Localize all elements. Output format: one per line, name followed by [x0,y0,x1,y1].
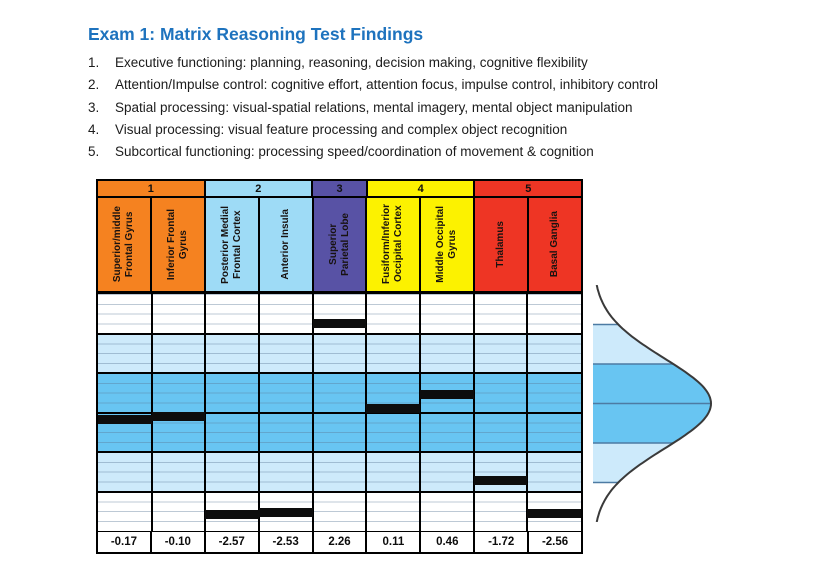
group-number-cell: 1 [98,181,206,196]
finding-text: Spatial processing: visual-spatial relations, mental imagery, mental object manipulation [115,99,633,115]
score-value: -2.56 [541,536,569,548]
finding-number: 2. [88,77,100,93]
score-value: -1.72 [475,532,529,552]
column-separator [473,294,475,531]
finding-number: 1. [88,55,100,70]
chart-body [98,294,581,531]
column-header [367,198,421,291]
z-score-chart [96,179,583,554]
column-header-label: Inferior Frontal Gyrus [165,208,189,281]
score-value: -2.57 [206,532,260,552]
normal-curve [583,285,728,522]
finding-text: Executive functioning: planning, reasoning, decision making, cognitive flexibility [115,55,588,70]
column-header [260,198,314,291]
score-bar [366,404,420,413]
column-separator [258,294,260,531]
major-gridline [98,491,581,493]
curve-band [593,443,718,483]
finding-item [88,119,748,141]
finding-item [88,52,748,74]
finding-number: 3. [88,99,100,115]
score-bar [152,412,206,421]
group-number-row [98,181,581,198]
column-header [475,198,529,291]
column-header [421,198,475,291]
column-header-label: Superior Parietal Lobe [327,213,351,276]
finding-text: Visual processing: visual feature processing and complex object recognition [115,121,568,137]
group-number-cell: 4 [368,181,476,196]
score-value: -0.10 [152,532,206,552]
column-header [98,198,152,291]
score-value: 0.46 [421,532,475,552]
score-value: 0.11 [367,532,421,552]
column-header [529,198,581,291]
score-bar [420,390,474,399]
group-number-cell: 3 [313,181,368,196]
finding-number: 5. [88,144,100,160]
chart-table [96,179,583,554]
finding-number: 4. [88,121,100,137]
major-gridline [98,372,581,374]
score-bar [313,319,367,328]
curve-band [593,325,718,365]
score-bar [259,508,313,517]
major-gridline [98,333,581,335]
score-value: 2.26 [314,532,368,552]
finding-item [88,97,748,119]
score-value: -0.17 [98,532,152,552]
group-number-cell: 5 [475,181,581,196]
score-bar [527,509,581,518]
finding-text: Attention/Impulse control: cognitive effort, attention focus, impulse control, inhibitory control [115,77,659,93]
findings-list [88,52,748,163]
column-header-label: Posterior Medial Frontal Cortex [219,205,243,284]
major-gridline [98,451,581,453]
group-number-cell: 2 [206,181,314,196]
column-separator [312,294,314,531]
column-header [206,198,260,291]
score-value: -2.53 [260,532,314,552]
score-bar [474,476,528,485]
column-header [314,198,368,291]
score-bar [205,510,259,519]
column-header [152,198,206,291]
finding-text: Subcortical functioning: processing speed/coordination of movement & cognition [115,144,594,160]
column-header-label: Fusiform/Inferior Occipital Cortex [381,204,405,285]
column-header-label: Thalamus [495,221,507,268]
score-bar [98,415,152,424]
page-title: Exam 1: Matrix Reasoning Test Findings [88,24,424,44]
column-header-label: Anterior Insula [279,209,291,280]
value-row [98,531,581,552]
finding-item [88,74,748,96]
column-header-row [98,198,581,294]
column-header-label: Superior/middle Frontal Gyrus [111,206,135,283]
column-header-label: Middle Occipital Gyrus [435,206,459,283]
finding-item [88,141,748,163]
column-header-label: Basal Ganglia [549,211,561,278]
column-separator [526,294,528,531]
